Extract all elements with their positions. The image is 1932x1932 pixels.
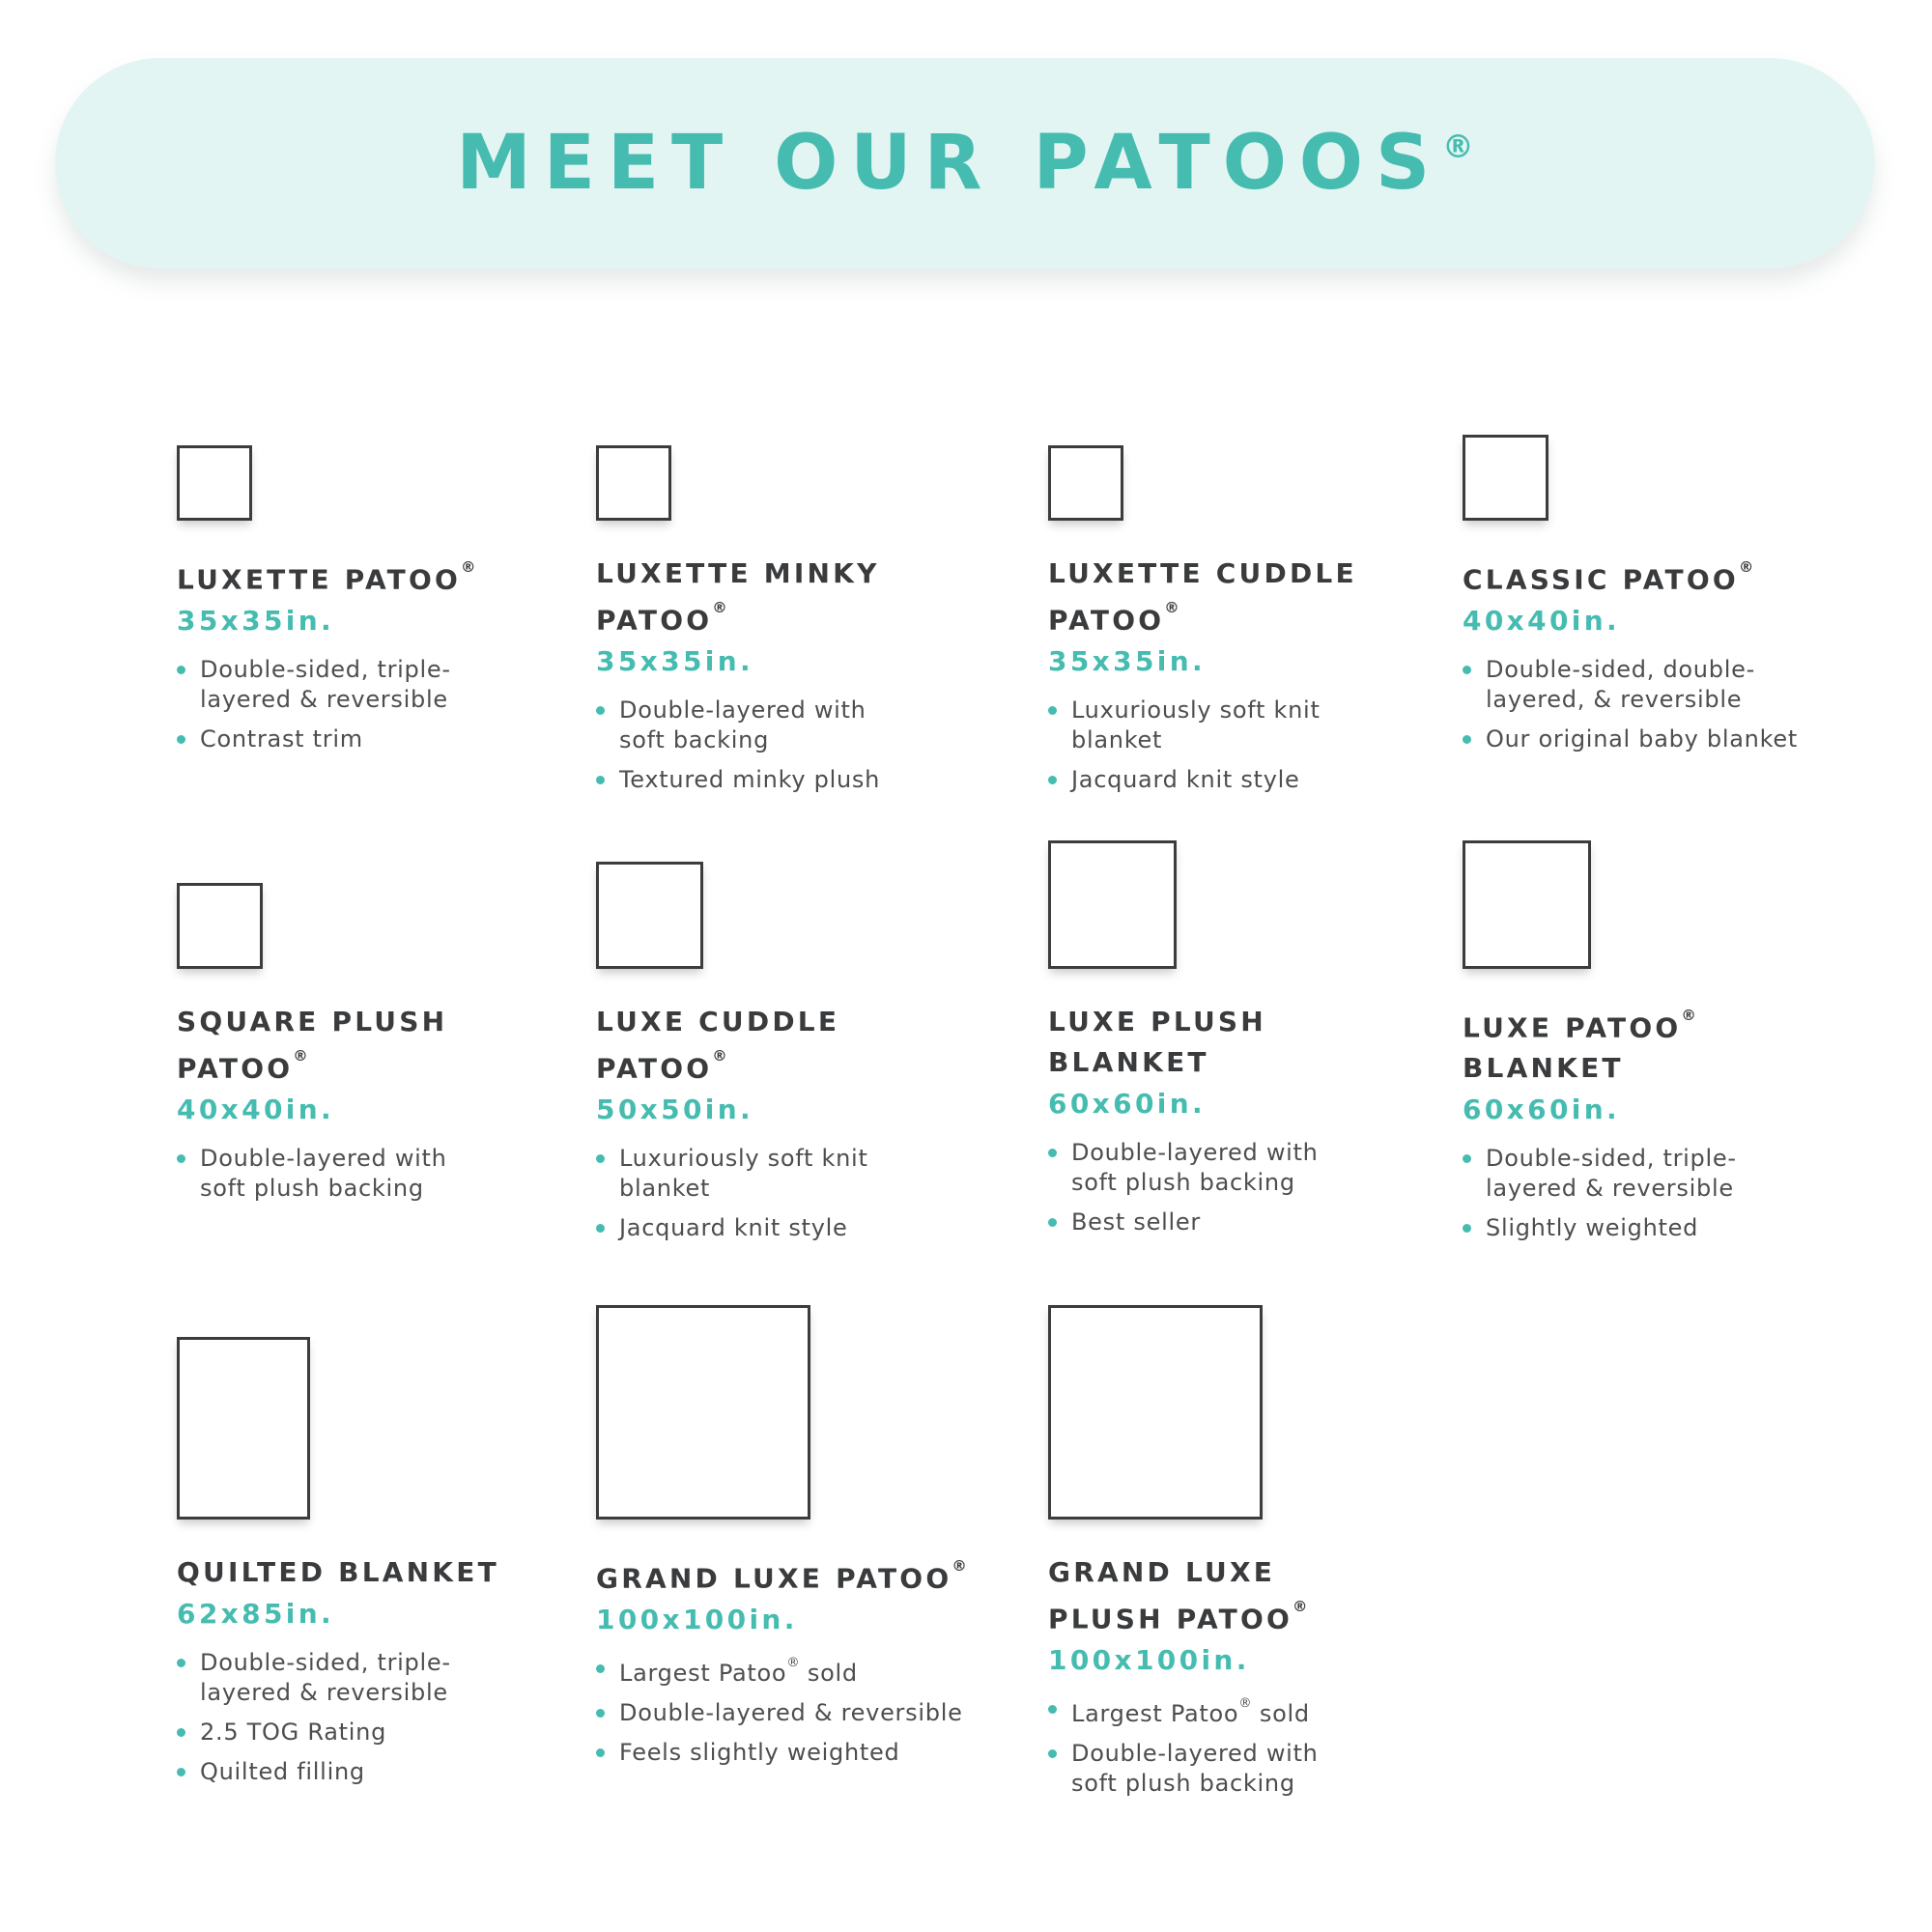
product-grid-row-1 bbox=[177, 435, 1868, 805]
product-size: 50x50in. bbox=[596, 1094, 754, 1126]
bullet-dot-icon bbox=[177, 735, 185, 744]
bullet-dot-icon bbox=[596, 1154, 605, 1163]
feature-item bbox=[1048, 1739, 1463, 1799]
feature-item bbox=[596, 1654, 1048, 1689]
blanket-outline-swatch bbox=[596, 1305, 810, 1520]
blanket-outline-swatch bbox=[177, 445, 252, 521]
feature-text: Luxuriously soft knit blanket bbox=[1071, 696, 1321, 754]
feature-item bbox=[1048, 1138, 1463, 1198]
product-name: LUXETTE MINKY PATOO® bbox=[596, 557, 880, 637]
blanket-outline-area bbox=[1048, 435, 1463, 521]
feature-text: Quilted filling bbox=[200, 1758, 365, 1785]
product-name: LUXE PATOO® BLANKET bbox=[1463, 1007, 1696, 1085]
product-name: LUXETTE PATOO® bbox=[177, 558, 476, 596]
product-features bbox=[1463, 1144, 1868, 1243]
feature-item bbox=[596, 696, 1048, 755]
header-pill bbox=[55, 58, 1875, 269]
bullet-dot-icon bbox=[596, 706, 605, 715]
blanket-outline-swatch bbox=[1463, 435, 1548, 521]
product-size: 60x60in. bbox=[1048, 1088, 1207, 1120]
blanket-outline-swatch bbox=[177, 1337, 310, 1520]
feature-item bbox=[177, 724, 596, 754]
feature-item bbox=[177, 655, 596, 715]
feature-item bbox=[596, 765, 1048, 795]
bullet-dot-icon bbox=[596, 776, 605, 784]
feature-text: Jacquard knit style bbox=[619, 1214, 848, 1242]
feature-text: Double-layered with soft plush backing bbox=[1071, 1139, 1319, 1196]
bullet-dot-icon bbox=[596, 1664, 605, 1673]
feature-text: Best seller bbox=[1071, 1208, 1201, 1236]
product-grid-row-3 bbox=[177, 1305, 1463, 1808]
product-features bbox=[177, 655, 596, 754]
product-card bbox=[596, 435, 1048, 805]
feature-text: Feels slightly weighted bbox=[619, 1739, 900, 1767]
blanket-outline-area bbox=[1463, 435, 1868, 521]
bullet-dot-icon bbox=[1048, 1149, 1057, 1157]
blanket-outline-area bbox=[596, 1305, 1048, 1520]
product-card bbox=[1463, 435, 1868, 764]
bullet-dot-icon bbox=[1463, 1224, 1471, 1233]
bullet-dot-icon bbox=[1048, 1749, 1057, 1758]
product-features bbox=[177, 1144, 596, 1204]
feature-item bbox=[596, 1738, 1048, 1768]
feature-text: Double-layered with soft backing bbox=[619, 696, 867, 754]
blanket-outline-area bbox=[1048, 840, 1463, 969]
product-card bbox=[177, 1305, 596, 1797]
feature-text: Double-sided, triple- layered & reversible bbox=[1486, 1145, 1737, 1203]
product-card bbox=[1463, 840, 1868, 1253]
product-name: SQUARE PLUSH PATOO® bbox=[177, 1006, 448, 1085]
page-title: MEET OUR PATOOS® bbox=[456, 120, 1474, 207]
blanket-outline-area bbox=[177, 435, 596, 521]
product-card bbox=[177, 435, 596, 764]
bullet-dot-icon bbox=[1463, 1154, 1471, 1163]
product-size: 60x60in. bbox=[1463, 1094, 1621, 1126]
bullet-dot-icon bbox=[1463, 666, 1471, 674]
product-size: 100x100in. bbox=[596, 1604, 798, 1636]
product-grid-row-2 bbox=[177, 840, 1868, 1253]
feature-text: Largest Patoo® sold bbox=[619, 1656, 858, 1688]
feature-item bbox=[1048, 1208, 1463, 1237]
product-features bbox=[1463, 655, 1868, 754]
product-name: GRAND LUXE PLUSH PATOO® bbox=[1048, 1556, 1308, 1635]
blanket-outline-area bbox=[177, 1305, 596, 1520]
product-size: 35x35in. bbox=[1048, 645, 1207, 678]
bullet-dot-icon bbox=[177, 666, 185, 674]
product-name: LUXETTE CUDDLE PATOO® bbox=[1048, 557, 1357, 637]
product-name: LUXE CUDDLE PATOO® bbox=[596, 1006, 840, 1085]
blanket-outline-swatch bbox=[1048, 1305, 1263, 1520]
feature-item bbox=[177, 1648, 596, 1708]
feature-item bbox=[1048, 1694, 1463, 1729]
product-features bbox=[1048, 1138, 1463, 1237]
bullet-dot-icon bbox=[1048, 776, 1057, 784]
product-name: LUXE PLUSH BLANKET bbox=[1048, 1006, 1266, 1078]
feature-item bbox=[596, 1698, 1048, 1728]
product-card bbox=[1048, 435, 1463, 805]
product-name: CLASSIC PATOO® bbox=[1463, 558, 1754, 596]
feature-item bbox=[1463, 1213, 1868, 1243]
product-size: 62x85in. bbox=[177, 1598, 335, 1630]
blanket-outline-swatch bbox=[596, 862, 703, 969]
feature-item bbox=[1463, 724, 1868, 754]
feature-item bbox=[596, 1213, 1048, 1243]
bullet-dot-icon bbox=[1048, 706, 1057, 715]
blanket-outline-swatch bbox=[1048, 445, 1123, 521]
product-card bbox=[1048, 840, 1463, 1247]
bullet-dot-icon bbox=[177, 1659, 185, 1667]
bullet-dot-icon bbox=[1048, 1705, 1057, 1714]
product-features bbox=[1048, 696, 1463, 795]
product-features bbox=[1048, 1694, 1463, 1799]
blanket-outline-area bbox=[596, 435, 1048, 521]
feature-text: Textured minky plush bbox=[619, 766, 881, 794]
blanket-outline-area bbox=[596, 840, 1048, 969]
feature-text: Double-sided, triple- layered & reversible bbox=[200, 656, 451, 714]
feature-text: Double-sided, double- layered, & reversible bbox=[1486, 656, 1755, 714]
feature-text: Slightly weighted bbox=[1486, 1214, 1699, 1242]
bullet-dot-icon bbox=[177, 1728, 185, 1737]
feature-text: Double-layered with soft plush backing bbox=[200, 1145, 447, 1203]
feature-item bbox=[177, 1144, 596, 1204]
blanket-outline-area bbox=[1463, 840, 1868, 969]
feature-item bbox=[1048, 696, 1463, 755]
bullet-dot-icon bbox=[596, 1709, 605, 1718]
blanket-outline-swatch bbox=[596, 445, 671, 521]
feature-text: Luxuriously soft knit blanket bbox=[619, 1145, 868, 1203]
blanket-outline-swatch bbox=[1463, 840, 1591, 969]
blanket-outline-area bbox=[177, 840, 596, 969]
product-name: GRAND LUXE PATOO® bbox=[596, 1557, 967, 1595]
product-size: 40x40in. bbox=[1463, 605, 1621, 638]
feature-item bbox=[1463, 655, 1868, 715]
bullet-dot-icon bbox=[177, 1154, 185, 1163]
product-card bbox=[1048, 1305, 1463, 1808]
product-size: 100x100in. bbox=[1048, 1644, 1250, 1677]
product-name: QUILTED BLANKET bbox=[177, 1556, 499, 1588]
product-size: 35x35in. bbox=[596, 645, 754, 678]
feature-text: Contrast trim bbox=[200, 725, 363, 753]
blanket-outline-swatch bbox=[1048, 840, 1177, 969]
feature-text: Double-sided, triple- layered & reversible bbox=[200, 1649, 451, 1706]
product-size: 35x35in. bbox=[177, 605, 335, 638]
feature-text: 2.5 TOG Rating bbox=[200, 1719, 387, 1746]
product-features bbox=[596, 696, 1048, 795]
product-features bbox=[177, 1648, 596, 1787]
feature-item bbox=[1463, 1144, 1868, 1204]
bullet-dot-icon bbox=[596, 1748, 605, 1757]
feature-item bbox=[1048, 765, 1463, 795]
product-features bbox=[596, 1654, 1048, 1768]
bullet-dot-icon bbox=[1048, 1218, 1057, 1227]
blanket-outline-area bbox=[1048, 1305, 1463, 1520]
feature-text: Our original baby blanket bbox=[1486, 725, 1798, 753]
feature-item bbox=[177, 1757, 596, 1787]
blanket-outline-swatch bbox=[177, 883, 263, 969]
bullet-dot-icon bbox=[177, 1768, 185, 1776]
feature-item bbox=[177, 1718, 596, 1747]
feature-text: Jacquard knit style bbox=[1071, 766, 1300, 794]
product-card bbox=[596, 840, 1048, 1253]
feature-text: Largest Patoo® sold bbox=[1071, 1696, 1310, 1728]
feature-item bbox=[596, 1144, 1048, 1204]
bullet-dot-icon bbox=[1463, 735, 1471, 744]
product-features bbox=[596, 1144, 1048, 1243]
feature-text: Double-layered & reversible bbox=[619, 1699, 963, 1727]
bullet-dot-icon bbox=[596, 1224, 605, 1233]
product-card bbox=[596, 1305, 1048, 1777]
product-card bbox=[177, 840, 596, 1213]
feature-text: Double-layered with soft plush backing bbox=[1071, 1740, 1319, 1798]
product-size: 40x40in. bbox=[177, 1094, 335, 1126]
